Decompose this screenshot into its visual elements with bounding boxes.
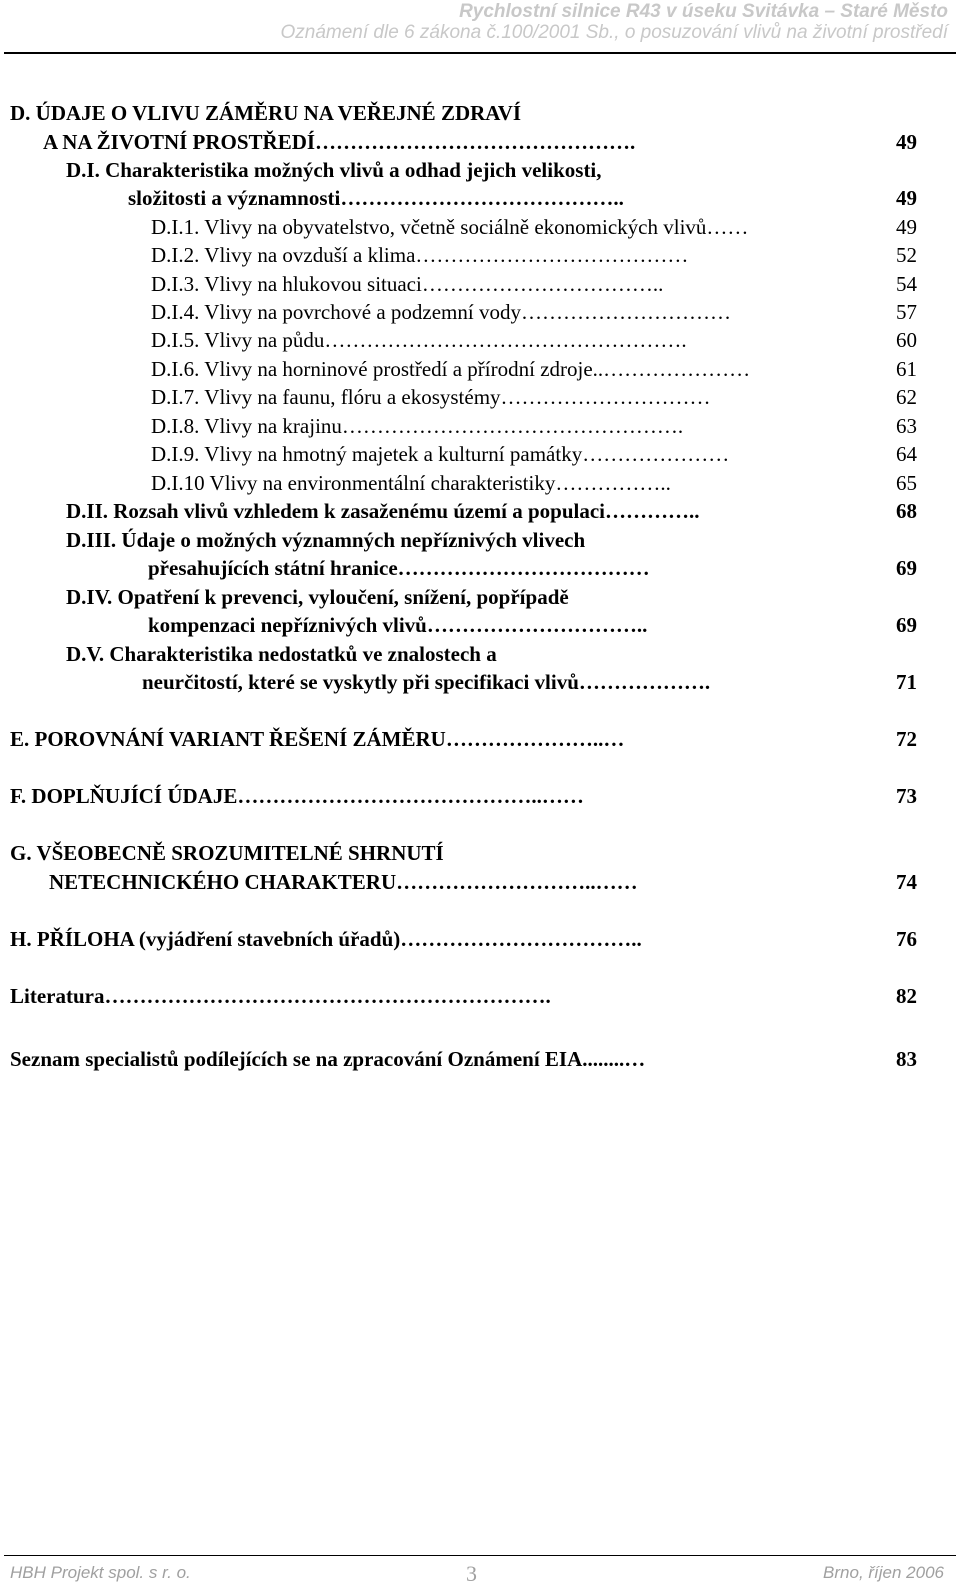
- footer-date: Brno, říjen 2006: [823, 1563, 944, 1582]
- toc-entry-d-v-cont[interactable]: neurčitostí, které se vyskytly při specifikaci vlivů……………….: [142, 670, 711, 694]
- toc-page-d-i-8: 63: [896, 414, 917, 438]
- toc-page-d-iv: 69: [896, 613, 917, 637]
- toc-entry-d-i-cont[interactable]: složitosti a významnosti…………………………………..: [128, 186, 624, 210]
- toc-page-d-i-9: 64: [896, 442, 917, 466]
- page-footer: [0, 1561, 960, 1585]
- toc-entry-g[interactable]: G. VŠEOBECNĚ SROZUMITELNÉ SHRNUTÍ: [10, 841, 444, 865]
- toc-entry-d-iii-cont[interactable]: přesahujících státní hranice………………………………: [148, 556, 650, 580]
- toc-page-d-i-2: 52: [896, 243, 917, 267]
- footer-page-number: 3: [466, 1561, 477, 1586]
- footer-divider: [4, 1555, 956, 1556]
- toc-entry-d-i-9[interactable]: D.I.9. Vlivy na hmotný majetek a kulturní památky…………………: [151, 442, 730, 466]
- toc-entry-d-i[interactable]: D.I. Charakteristika možných vlivů a odhad jejich velikosti,: [66, 158, 602, 182]
- toc-entry-d-i-4[interactable]: D.I.4. Vlivy na povrchové a podzemní vody…………………………: [151, 300, 731, 324]
- page-header: [280, 0, 948, 44]
- toc-page-d: 49: [896, 130, 917, 154]
- toc-entry-d-ii[interactable]: D.II. Rozsah vlivů vzhledem k zasaženému území a populaci…………..: [66, 499, 700, 523]
- toc-page-d-i-4: 57: [896, 300, 917, 324]
- toc-page-d-i-6: 61: [896, 357, 917, 381]
- toc-entry-d-i-10[interactable]: D.I.10 Vlivy na environmentální charakteristiky……………..: [151, 471, 671, 495]
- toc-entry-d[interactable]: D. ÚDAJE O VLIVU ZÁMĚRU NA VEŘEJNÉ ZDRAVÍ: [10, 101, 522, 125]
- toc-page-d-i: 49: [896, 186, 917, 210]
- toc-entry-d-v[interactable]: D.V. Charakteristika nedostatků ve znalostech a: [66, 642, 497, 666]
- toc-entry-d-i-7[interactable]: D.I.7. Vlivy na faunu, flóru a ekosystémy…………………………: [151, 385, 711, 409]
- toc-page-d-iii: 69: [896, 556, 917, 580]
- toc-entry-d-i-3[interactable]: D.I.3. Vlivy na hlukovou situaci……………………………..: [151, 272, 664, 296]
- toc-entry-d-i-6[interactable]: D.I.6. Vlivy na horninové prostředí a přírodní zdroje..…………………: [151, 357, 751, 381]
- toc-entry-d-i-8[interactable]: D.I.8. Vlivy na krajinu………………………………………….: [151, 414, 684, 438]
- toc-entry-d-i-2[interactable]: D.I.2. Vlivy na ovzduší a klima…………………………………: [151, 243, 689, 267]
- toc-page-d-i-1: 49: [896, 215, 917, 239]
- toc-page-d-ii: 68: [896, 499, 917, 523]
- toc-page-h: 76: [896, 927, 917, 951]
- toc-entry-e[interactable]: E. POROVNÁNÍ VARIANT ŘEŠENÍ ZÁMĚRU…………………..…: [10, 727, 625, 751]
- toc-page-g: 74: [896, 870, 917, 894]
- toc-page-specialists: 83: [896, 1047, 917, 1071]
- toc-entry-d-i-1[interactable]: D.I.1. Vlivy na obyvatelstvo, včetně sociálně ekonomických vlivů……: [151, 215, 749, 239]
- toc-entry-d-iii[interactable]: D.III. Údaje o možných významných nepříznivých vlivech: [66, 528, 586, 552]
- toc-entry-h[interactable]: H. PŘÍLOHA (vyjádření stavebních úřadů)……………………………..: [10, 927, 642, 951]
- toc-entry-d-iv-cont[interactable]: kompenzaci nepříznivých vlivů…………………………..: [148, 613, 648, 637]
- toc-page-literatura: 82: [896, 984, 917, 1008]
- header-title: Rychlostní silnice R43 v úseku Svitávka – Staré Město: [459, 1, 948, 22]
- toc-entry-specialists[interactable]: Seznam specialistů podílejících se na zpracování Oznámení EIA........…: [10, 1047, 646, 1071]
- toc-entry-f[interactable]: F. DOPLŇUJÍCÍ ÚDAJE……………………………………..……: [10, 784, 584, 808]
- toc-entry-d-cont[interactable]: A NA ŽIVOTNÍ PROSTŘEDÍ……………………………………….: [43, 130, 636, 154]
- toc-page-d-v: 71: [896, 670, 917, 694]
- toc-page-d-i-7: 62: [896, 385, 917, 409]
- header-subtitle: Oznámení dle 6 zákona č.100/2001 Sb., o posuzování vlivů na životní prostředí: [280, 22, 948, 43]
- footer-company: HBH Projekt spol. s r. o.: [10, 1563, 191, 1582]
- toc-page-e: 72: [896, 727, 917, 751]
- header-divider: [4, 52, 956, 54]
- toc-page-d-i-5: 60: [896, 328, 917, 352]
- toc-entry-d-iv[interactable]: D.IV. Opatření k prevenci, vyloučení, snížení, popřípadě: [66, 585, 569, 609]
- toc-page-d-i-10: 65: [896, 471, 917, 495]
- toc-entry-d-i-5[interactable]: D.I.5. Vlivy na půdu…………………………………………….: [151, 328, 687, 352]
- toc-entry-literatura[interactable]: Literatura……………………………………………………….: [10, 984, 551, 1008]
- toc-page-f: 73: [896, 784, 917, 808]
- toc-page-d-i-3: 54: [896, 272, 917, 296]
- toc-entry-g-cont[interactable]: NETECHNICKÉHO CHARAKTERU………………………..……: [49, 870, 638, 894]
